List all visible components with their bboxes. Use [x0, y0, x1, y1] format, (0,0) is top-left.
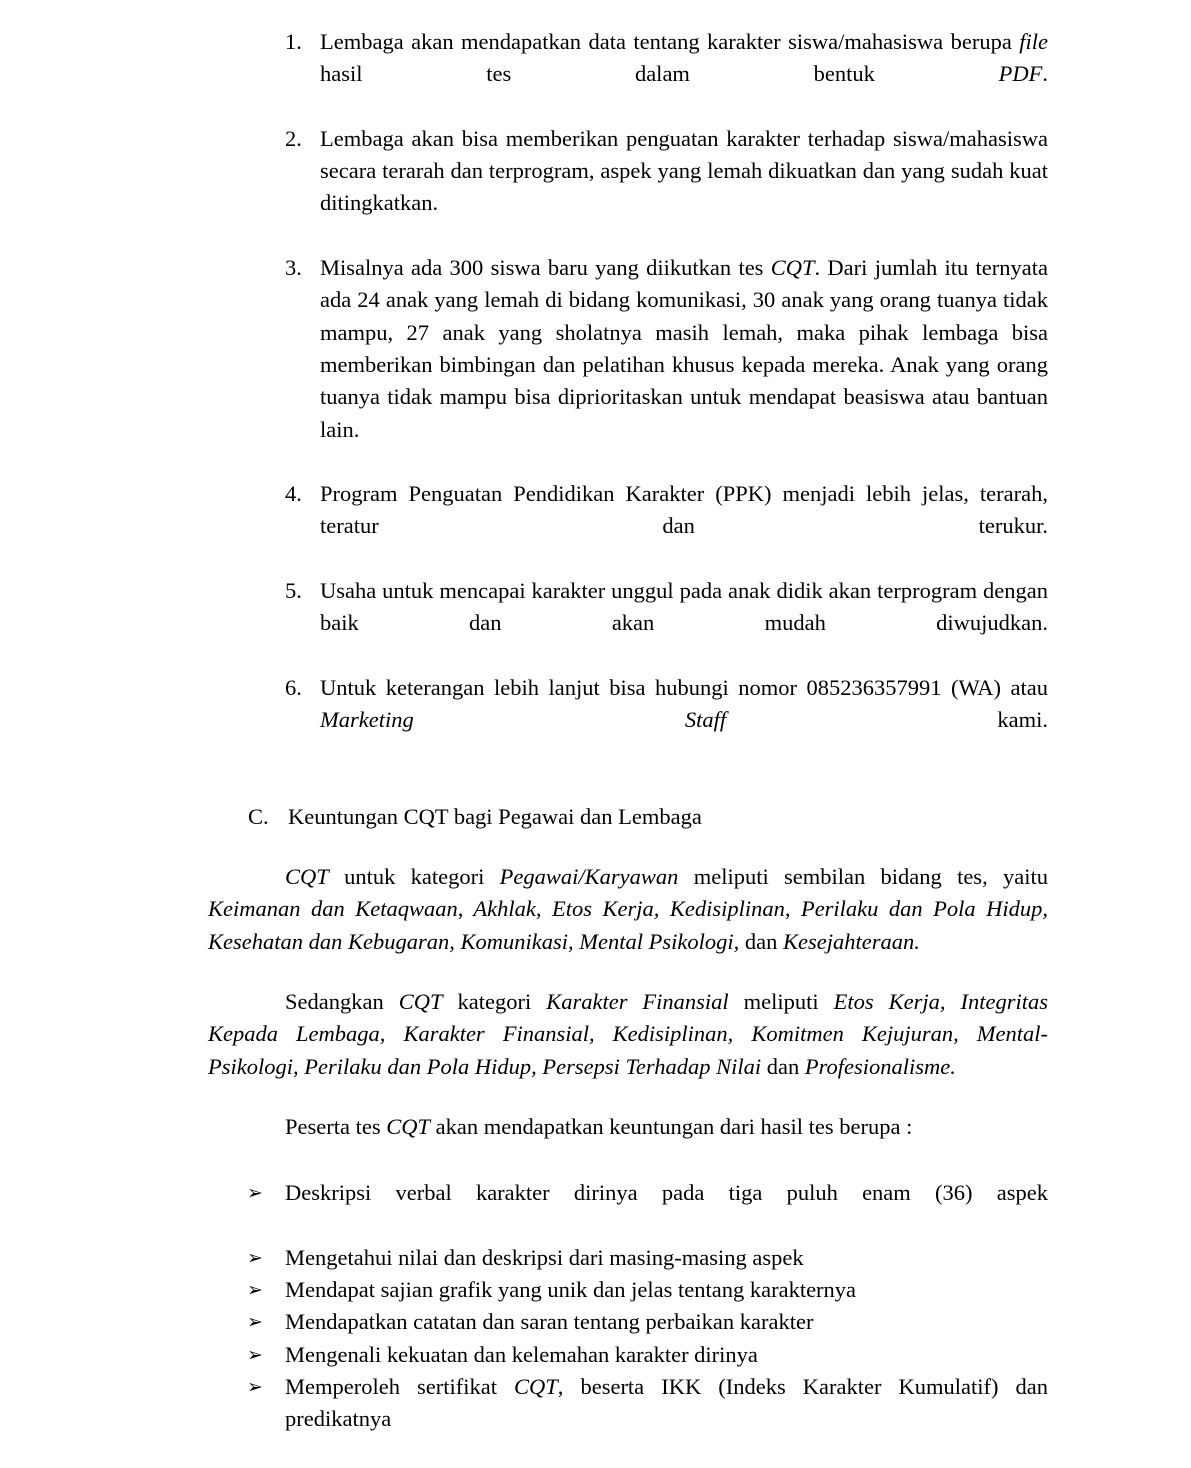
list-item-text: Usaha untuk mencapai karakter unggul pada anak didik akan terprogram dengan baik dan akan mudah diwujudkan. — [320, 578, 1048, 636]
list-item-text: Mendapat sajian grafik yang unik dan jelas tentang karakternya — [285, 1277, 857, 1303]
list-item — [208, 575, 1048, 672]
list-item — [208, 1339, 1048, 1371]
list-marker: 4. — [285, 481, 302, 507]
section-title: Keuntungan CQT bagi Pegawai dan Lembaga — [288, 803, 702, 829]
section-marker: C. — [248, 803, 269, 829]
list-item — [208, 1306, 1048, 1338]
arrow-bullet-icon: ➢ — [247, 1311, 263, 1334]
list-marker: 1. — [285, 29, 302, 54]
list-item — [208, 478, 1048, 575]
list-item-text: Mendapatkan catatan dan saran tentang perbaikan karakter — [285, 1309, 814, 1335]
list-item-text: Untuk keterangan lebih lanjut bisa hubungi nomor 085236357991 (WA) atau Marketing Staff kami. — [320, 674, 1048, 733]
arrow-bullet-icon: ➢ — [247, 1343, 263, 1366]
list-item — [208, 672, 1048, 769]
arrow-bullet-icon: ➢ — [247, 1279, 263, 1302]
list-marker: 5. — [285, 578, 302, 604]
section-heading-c — [208, 801, 1048, 833]
list-item — [208, 1242, 1048, 1274]
list-item-text: Program Penguatan Pendidikan Karakter (PPK) menjadi lebih jelas, terarah, teratur dan terukur. — [320, 481, 1048, 539]
list-item — [208, 1274, 1048, 1306]
list-item — [208, 123, 1048, 252]
benefits-numbered-list — [208, 26, 1048, 769]
paragraph-peserta-tes: Peserta tes CQT akan mendapatkan keuntungan dari hasil tes berupa : — [285, 1113, 913, 1139]
list-item-text: Lembaga akan bisa memberikan penguatan karakter terhadap siswa/mahasiswa secara terarah dan terprogram, aspek yang lemah dikuatkan dan yang sudah kuat ditingkatkan. — [320, 125, 1048, 216]
arrow-bullet-icon: ➢ — [247, 1246, 263, 1269]
list-marker: 3. — [285, 255, 302, 281]
list-item-text: Deskripsi verbal karakter dirinya pada tiga puluh enam (36) aspek — [285, 1180, 1048, 1206]
list-item — [208, 26, 1048, 123]
list-marker: 2. — [285, 125, 302, 151]
list-item-text: Mengenali kekuatan dan kelemahan karakter dirinya — [285, 1341, 758, 1367]
paragraph-karakter-finansial: Sedangkan CQT kategori Karakter Finansial meliputi Etos Kerja, Integritas Kepada Lembaga, Karakter Finansial, Kedisiplinan, Komitmen Kejujuran, Mental-Psikologi, Perilaku dan Pola Hidup, Persepsi Terhadap Nilai dan Profesionalisme. — [208, 989, 1049, 1079]
list-marker: 6. — [285, 674, 302, 700]
paragraph-pegawai-karyawan: CQT untuk kategori Pegawai/Karyawan meliputi sembilan bidang tes, yaitu Keimanan dan Ketaqwaan, Akhlak, Etos Kerja, Kedisiplinan, Perilaku dan Pola Hidup, Kesehatan dan Kebugaran, Komunikasi, Mental Psikologi, dan Kesejahteraan. — [208, 864, 1048, 954]
peserta-benefits-list — [208, 1177, 1048, 1468]
list-item-text: Mengetahui nilai dan deskripsi dari masing-masing aspek — [285, 1244, 804, 1270]
arrow-bullet-icon: ➢ — [247, 1182, 263, 1205]
arrow-bullet-icon: ➢ — [247, 1375, 263, 1398]
list-item — [208, 252, 1048, 478]
list-item — [208, 1371, 1048, 1468]
list-item-text: Memperoleh sertifikat CQT, beserta IKK (Indeks Karakter Kumulatif) dan predikatnya — [285, 1373, 1048, 1432]
list-item — [208, 1177, 1048, 1242]
list-item-text: Lembaga akan mendapatkan data tentang karakter siswa/mahasiswa berupa file hasil tes dalam bentuk PDF. — [320, 29, 1048, 87]
list-item-text: Misalnya ada 300 siswa baru yang diikutkan tes CQT. Dari jumlah itu ternyata ada 24 anak yang lemah di bidang komunikasi, 30 anak yang orang tuanya tidak mampu, 27 anak yang sholatnya masih lemah, maka pihak lembaga bisa memberikan bimbingan dan pelatihan khusus kepada mereka. Anak yang orang tuanya tidak mampu bisa diprioritaskan untuk mendapat beasiswa atau bantuan lain. — [320, 255, 1048, 442]
